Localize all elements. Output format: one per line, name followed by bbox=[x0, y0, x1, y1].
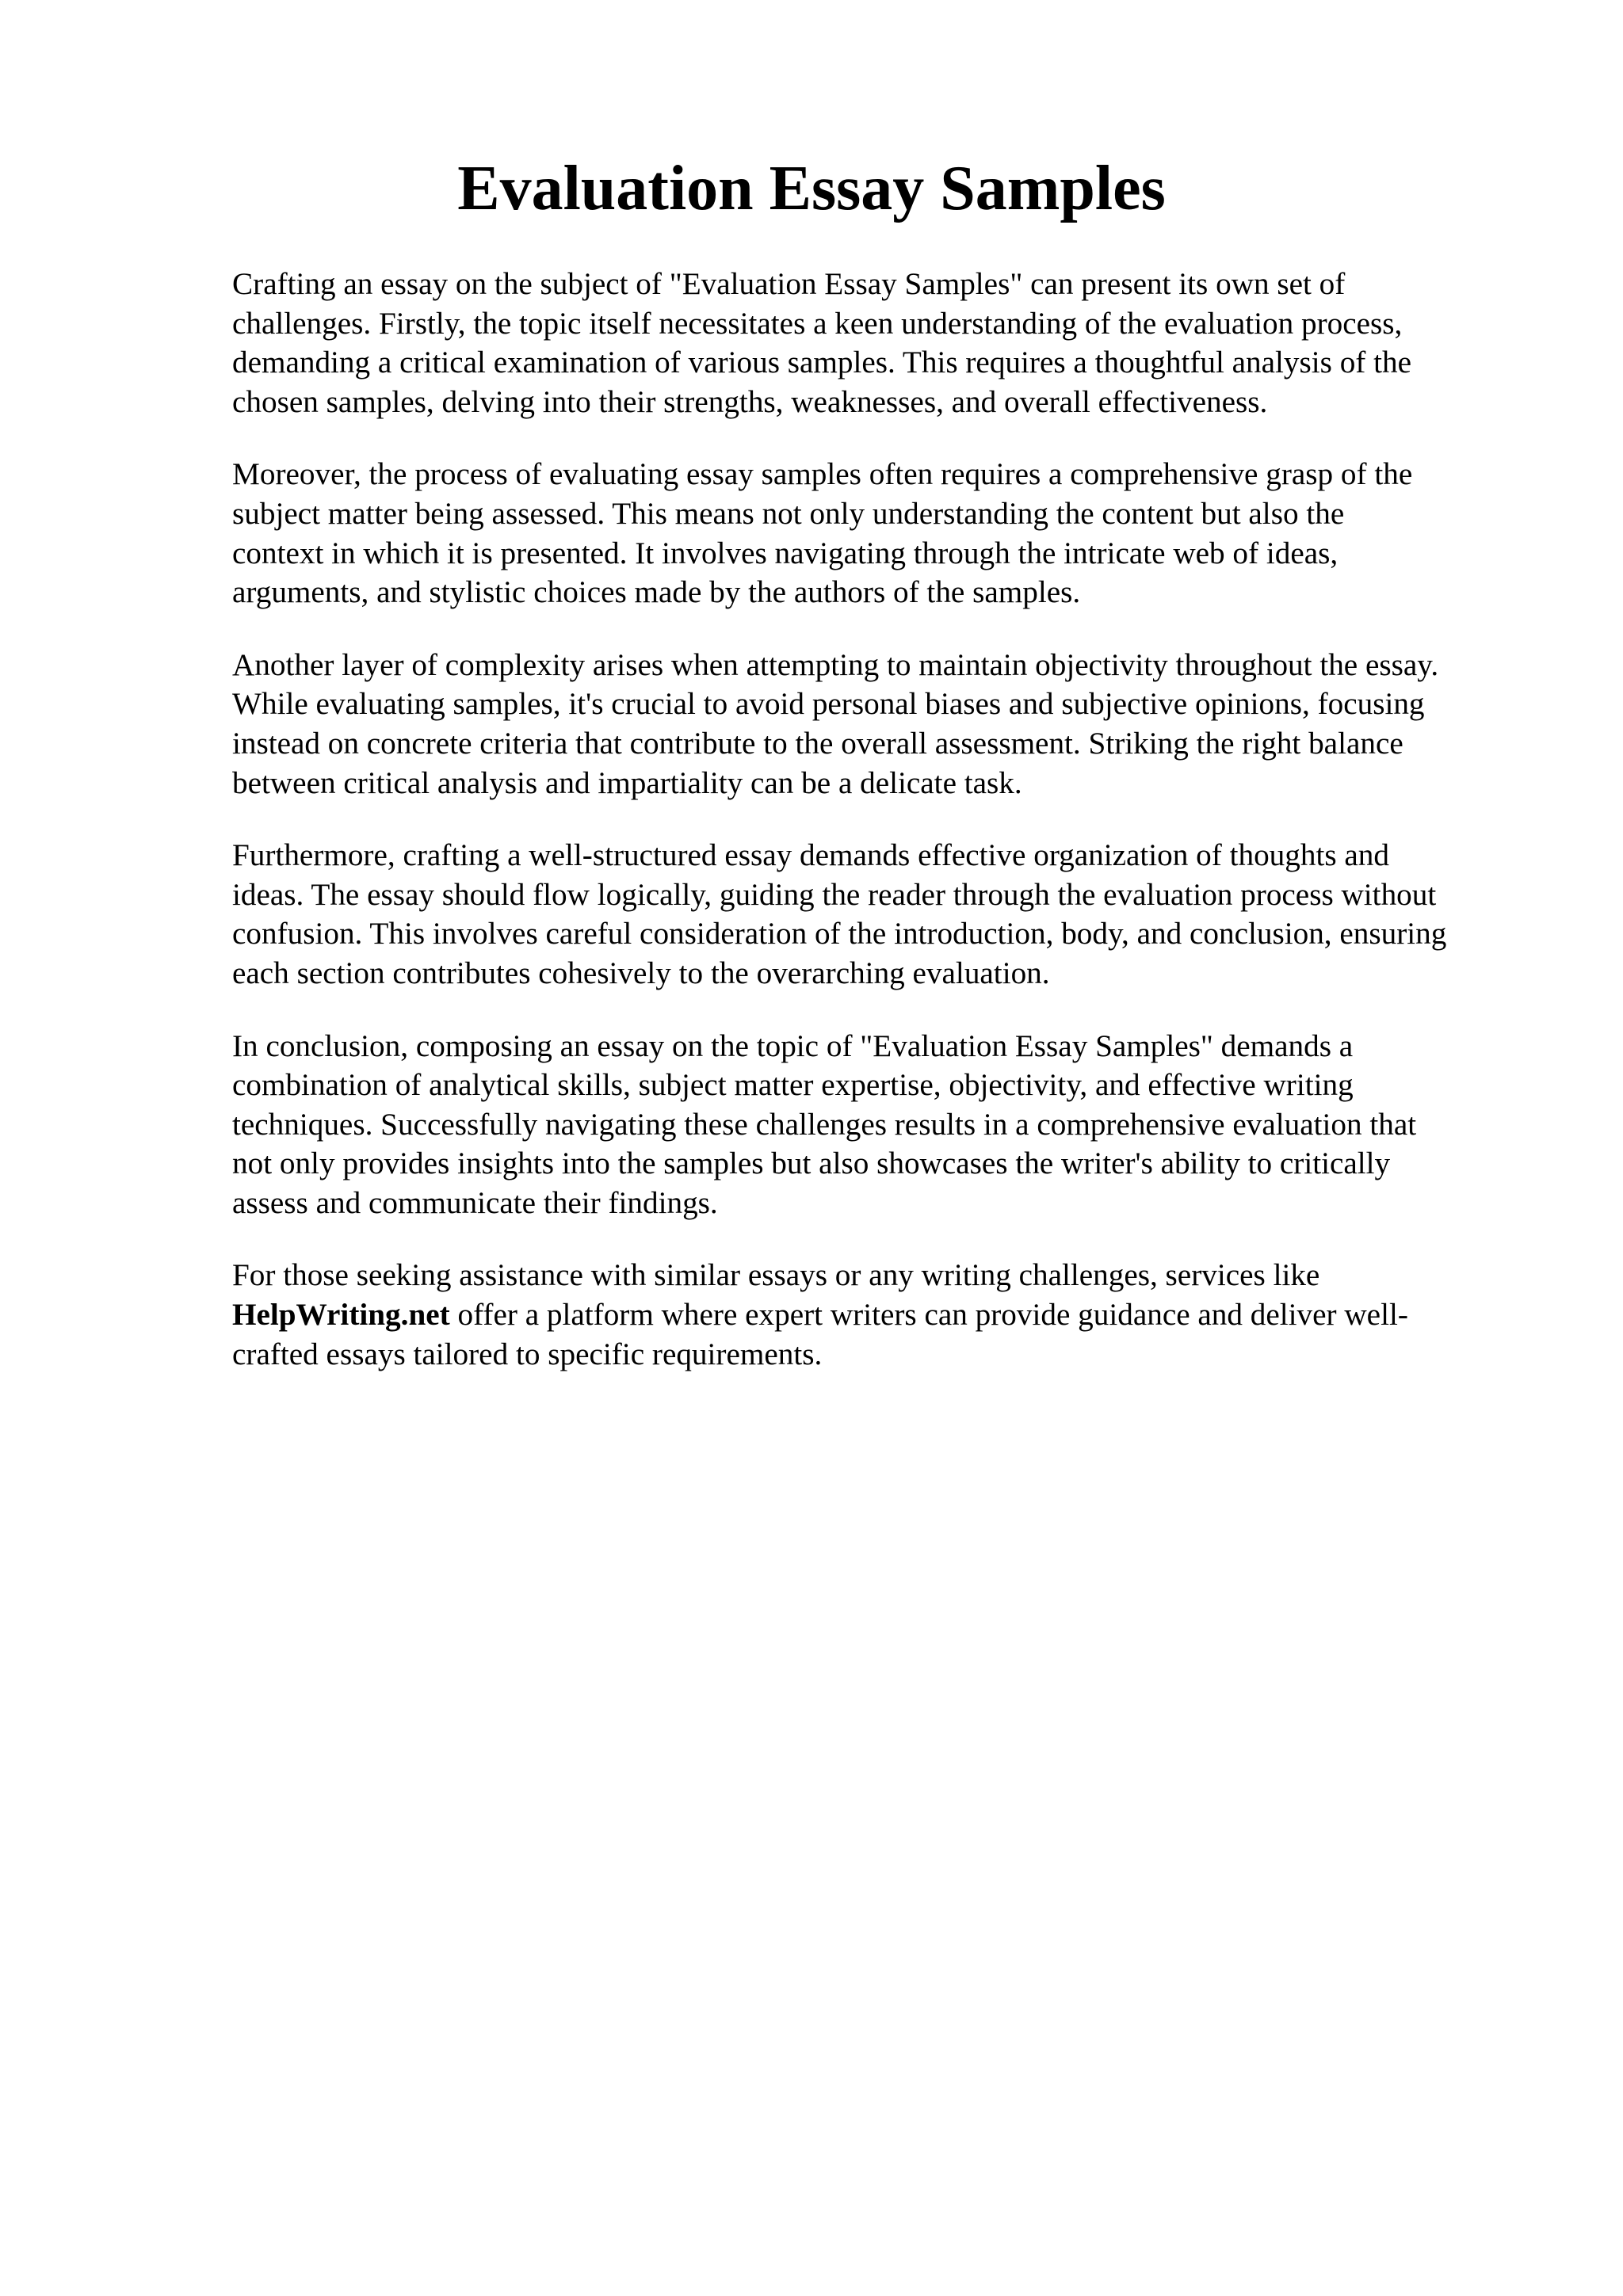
page-title: Evaluation Essay Samples bbox=[457, 154, 1166, 223]
paragraph-line: between critical analysis and impartiality can be a delicate task. bbox=[232, 765, 1022, 800]
paragraph-line: context in which it is presented. It involves navigating through the intricate web of ideas, bbox=[232, 536, 1338, 570]
paragraph-2 bbox=[232, 455, 1533, 612]
paragraph-line bbox=[232, 1295, 1533, 1335]
closing-paragraph bbox=[232, 1256, 1533, 1374]
document-body bbox=[232, 265, 1533, 1407]
paragraph-line: confusion. This involves careful consideration of the introduction, body, and conclusion, ensuring bbox=[232, 917, 1447, 952]
paragraph-line: In conclusion, composing an essay on the topic of "Evaluation Essay Samples" demands a bbox=[232, 1028, 1354, 1063]
paragraph-line: subject matter being assessed. This means not only understanding the content but also the bbox=[232, 496, 1345, 531]
paragraph-line: demanding a critical examination of various samples. This requires a thoughtful analysis of the bbox=[232, 345, 1412, 380]
paragraph-line: For those seeking assistance with similar essays or any writing challenges, services like bbox=[232, 1258, 1320, 1293]
paragraph-1 bbox=[232, 265, 1533, 421]
paragraph-line: Crafting an essay on the subject of "Evaluation Essay Samples" can present its own set of bbox=[232, 267, 1346, 301]
closing-text: offer a platform where expert writers can provide guidance and deliver well- bbox=[449, 1298, 1408, 1333]
paragraph-line: techniques. Successfully navigating these challenges results in a comprehensive evaluation that bbox=[232, 1107, 1417, 1142]
paragraph-line: combination of analytical skills, subject matter expertise, objectivity, and effective writing bbox=[232, 1068, 1354, 1103]
paragraph-line: not only provides insights into the samples but also showcases the writer's ability to critically bbox=[232, 1146, 1391, 1181]
paragraph-line: instead on concrete criteria that contribute to the overall assessment. Striking the right balance bbox=[232, 726, 1403, 761]
paragraph-4 bbox=[232, 836, 1533, 993]
paragraph-line: arguments, and stylistic choices made by the authors of the samples. bbox=[232, 575, 1081, 610]
paragraph-line: assess and communicate their findings. bbox=[232, 1185, 718, 1220]
paragraph-line: each section contributes cohesively to the overarching evaluation. bbox=[232, 955, 1050, 990]
brand-name: HelpWriting.net bbox=[232, 1298, 450, 1333]
paragraph-line: challenges. Firstly, the topic itself necessitates a keen understanding of the evaluation process, bbox=[232, 306, 1403, 341]
paragraph-line: ideas. The essay should flow logically, guiding the reader through the evaluation process without bbox=[232, 877, 1437, 912]
paragraph-line: crafted essays tailored to specific requirements. bbox=[232, 1337, 823, 1371]
paragraph-line: Furthermore, crafting a well-structured essay demands effective organization of thoughts and bbox=[232, 838, 1389, 873]
paragraph-3 bbox=[232, 646, 1533, 803]
paragraph-line: Moreover, the process of evaluating essay samples often requires a comprehensive grasp of the bbox=[232, 457, 1413, 492]
paragraph-line: chosen samples, delving into their strengths, weaknesses, and overall effectiveness. bbox=[232, 384, 1268, 419]
paragraph-line: While evaluating samples, it's crucial to avoid personal biases and subjective opinions, focusing bbox=[232, 687, 1425, 722]
paragraph-5 bbox=[232, 1027, 1533, 1223]
paragraph-line: Another layer of complexity arises when attempting to maintain objectivity throughout the essay. bbox=[232, 647, 1439, 682]
